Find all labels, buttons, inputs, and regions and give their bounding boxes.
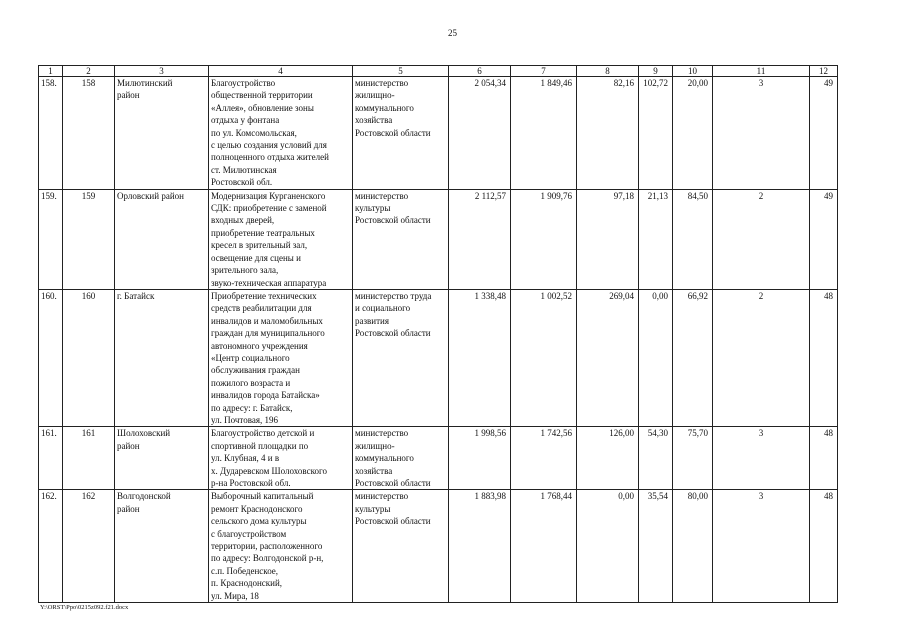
col-header: 4: [209, 66, 353, 77]
value-col-11: 3: [713, 77, 810, 190]
project-description: Выборочный капитальный ремонт Краснодонского сельского дома культуры с благоустройством территории, расположенного по адресу: Волгодонской р-н, с.п. Победенское, п. Краснодонский, ул. Мира, 18: [209, 490, 353, 603]
district: г. Батайск: [115, 289, 209, 426]
ministry: министерство культуры Ростовской области: [353, 189, 449, 289]
ministry: министерство жилищно- коммунального хозяйства Ростовской области: [353, 427, 449, 490]
row-number: 161: [63, 427, 115, 490]
value-col-10: 80,00: [673, 490, 713, 603]
value-col-11: 3: [713, 427, 810, 490]
table-row: [39, 490, 838, 603]
col-header: 12: [810, 66, 838, 77]
col-header: 9: [639, 66, 673, 77]
ministry: министерство жилищно- коммунального хозяйства Ростовской области: [353, 77, 449, 190]
col-header: 6: [449, 66, 511, 77]
col-header: 10: [673, 66, 713, 77]
col-header: 3: [115, 66, 209, 77]
value-col-8: 82,16: [577, 77, 639, 190]
table-row: [39, 289, 838, 426]
value-col-8: 269,04: [577, 289, 639, 426]
row-number: 158: [63, 77, 115, 190]
table-row: [39, 427, 838, 490]
page-number: 25: [448, 28, 457, 38]
value-col-12: 48: [810, 289, 838, 426]
row-index: 159.: [39, 189, 63, 289]
district: Шолоховский район: [115, 427, 209, 490]
table-row: [39, 189, 838, 289]
value-col-10: 66,92: [673, 289, 713, 426]
project-description: Модернизация Курганенского СДК: приобретение с заменой входных дверей, приобретение театральных кресел в зрительный зал, освещение для сцены и зрительного зала, звуко-техническая аппаратура: [209, 189, 353, 289]
value-col-12: 48: [810, 490, 838, 603]
value-col-9: 0,00: [639, 289, 673, 426]
value-col-7: 1 909,76: [511, 189, 577, 289]
col-header: 2: [63, 66, 115, 77]
value-col-7: 1 768,44: [511, 490, 577, 603]
ministry: министерство культуры Ростовской области: [353, 490, 449, 603]
value-col-7: 1 002,52: [511, 289, 577, 426]
header-row: [39, 66, 838, 77]
value-col-11: 3: [713, 490, 810, 603]
row-index: 160.: [39, 289, 63, 426]
value-col-9: 54,30: [639, 427, 673, 490]
col-header: 11: [713, 66, 810, 77]
data-table: [38, 65, 838, 603]
value-col-12: 49: [810, 189, 838, 289]
value-col-6: 1 998,56: [449, 427, 511, 490]
value-col-10: 84,50: [673, 189, 713, 289]
col-header: 8: [577, 66, 639, 77]
value-col-8: 126,00: [577, 427, 639, 490]
district: Волгодонской район: [115, 490, 209, 603]
value-col-10: 75,70: [673, 427, 713, 490]
row-number: 162: [63, 490, 115, 603]
value-col-6: 2 054,34: [449, 77, 511, 190]
row-index: 161.: [39, 427, 63, 490]
ministry: министерство труда и социального развития Ростовской области: [353, 289, 449, 426]
row-index: 162.: [39, 490, 63, 603]
value-col-9: 35,54: [639, 490, 673, 603]
value-col-6: 2 112,57: [449, 189, 511, 289]
value-col-7: 1 849,46: [511, 77, 577, 190]
district: Милютинский район: [115, 77, 209, 190]
file-path-footer: Y:\ORST\Ppo\0215z092.f21.docx: [40, 604, 129, 611]
value-col-6: 1 338,48: [449, 289, 511, 426]
project-description: Приобретение технических средств реабилитации для инвалидов и маломобильных граждан для муниципального автономного учреждения «Центр социального обслуживания граждан пожилого возраста и инвалидов города Батайска» по адресу: г. Батайск, ул. Почтовая, 196: [209, 289, 353, 426]
value-col-9: 102,72: [639, 77, 673, 190]
value-col-11: 2: [713, 189, 810, 289]
value-col-8: 0,00: [577, 490, 639, 603]
value-col-7: 1 742,56: [511, 427, 577, 490]
value-col-10: 20,00: [673, 77, 713, 190]
value-col-8: 97,18: [577, 189, 639, 289]
value-col-12: 48: [810, 427, 838, 490]
district: Орловский район: [115, 189, 209, 289]
value-col-9: 21,13: [639, 189, 673, 289]
table-row: [39, 77, 838, 190]
project-description: Благоустройство общественной территории «Аллея», обновление зоны отдыха у фонтана по ул. Комсомольская, с целью создания условий для полноценного отдыха жителей ст. Милютинская Ростовской обл.: [209, 77, 353, 190]
col-header: 5: [353, 66, 449, 77]
value-col-6: 1 883,98: [449, 490, 511, 603]
col-header: 1: [39, 66, 63, 77]
col-header: 7: [511, 66, 577, 77]
project-description: Благоустройство детской и спортивной площадки по ул. Клубная, 4 и в х. Дударевском Шолоховского р-на Ростовской обл.: [209, 427, 353, 490]
value-col-11: 2: [713, 289, 810, 426]
value-col-12: 49: [810, 77, 838, 190]
row-index: 158.: [39, 77, 63, 190]
row-number: 160: [63, 289, 115, 426]
row-number: 159: [63, 189, 115, 289]
